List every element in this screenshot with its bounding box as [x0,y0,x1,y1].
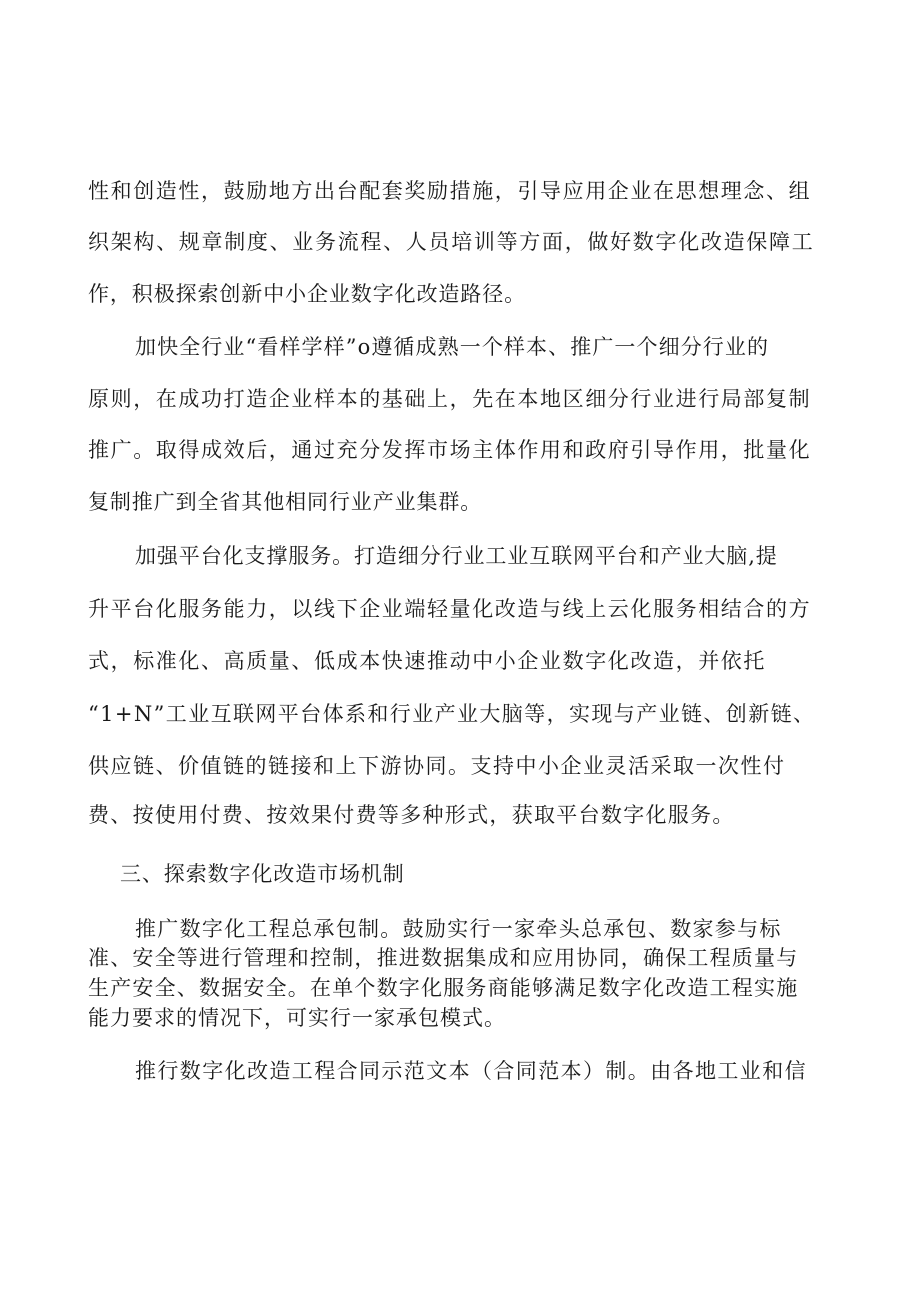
paragraph-line: 费、按使用付费、按效果付费等多种形式，获取平台数字化服务。 [88,803,735,827]
paragraph-line: 生产安全、数据安全。在单个数字化服务商能够满足数字化改造工程实施 [88,976,799,1000]
paragraph-line: 升平台化服务能力，以线下企业端轻量化改造与线上云化服务相结合的方 [88,597,812,621]
paragraph-line: 准、安全等进行管理和控制，推进数据集成和应用协同，确保工程质量与 [88,946,799,970]
paragraph-line: 作，积极探索创新中小企业数字化改造路径。 [88,282,526,306]
paragraph-line: 推广数字化工程总承包制。鼓励实行一家牵头总承包、数家参与标 [135,917,782,941]
paragraph-line: “1+N”工业互联网平台体系和行业产业大脑等，实现与产业链、创新链、 [88,702,816,726]
paragraph-line: 性和创造性，鼓励地方出台配套奖励措施，引导应用企业在思想理念、组 [88,179,812,203]
paragraph-line: 式，标准化、高质量、低成本快速推动中小企业数字化改造，并依托 [88,649,766,673]
paragraph-line: 推行数字化改造工程合同示范文本（合同范本）制。由各地工业和信 [135,1059,807,1083]
section-heading: 三、探索数字化改造市场机制 [120,862,405,886]
paragraph-line: 织架构、规章制度、业务流程、人员培训等方面，做好数字化改造保障工 [88,230,815,254]
paragraph-line: 原则，在成功打造企业样本的基础上，先在本地区细分行业进行局部复制 [88,387,812,411]
paragraph-line: 复制推广到全省其他相同行业产业集群。 [88,490,483,514]
paragraph-line: 能力要求的情况下，可实行一家承包模式。 [88,1006,506,1030]
paragraph-line: 推广。取得成效后，通过充分发挥市场主体作用和政府引导作用，批量化 [88,438,812,462]
paragraph-line: 供应链、价值链的链接和上下游协同。支持中小企业灵活采取一次性付 [88,754,786,778]
paragraph-line: 加快全行业“看样学样”o遵循成熟一个样本、推广一个细分行业的 [135,335,770,359]
paragraph-line: 加强平台化支撑服务。打造细分行业工业互联网平台和产业大脑,提 [135,544,778,568]
